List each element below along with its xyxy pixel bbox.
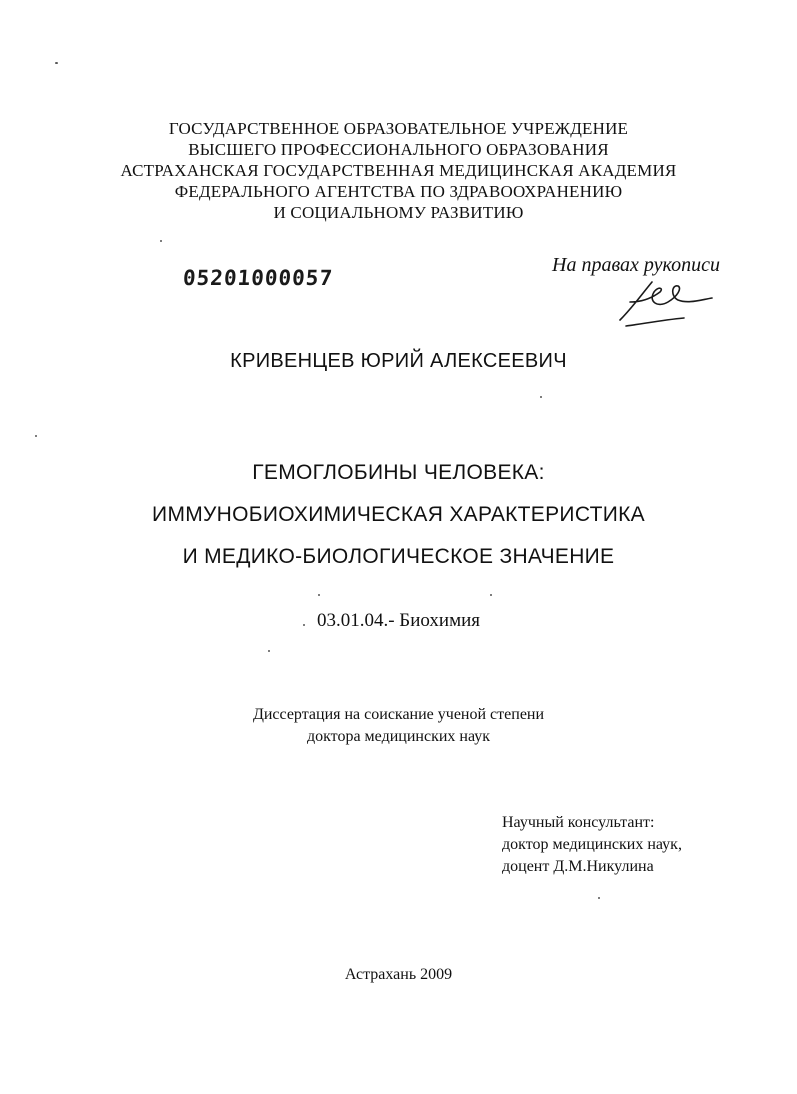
- institution-line-2: ВЫСШЕГО ПРОФЕССИОНАЛЬНОГО ОБРАЗОВАНИЯ: [188, 140, 609, 159]
- consultant-line-3: доцент Д.М.Никулина: [502, 858, 654, 875]
- title-line-1: ГЕМОГЛОБИНЫ ЧЕЛОВЕКА:: [252, 461, 545, 484]
- dissertation-title: [0, 452, 797, 578]
- scan-speck: [268, 650, 270, 652]
- scan-speck: [55, 62, 58, 64]
- scan-speck: [540, 396, 542, 398]
- title-line-2: ИММУНОБИОХИМИЧЕСКАЯ ХАРАКТЕРИСТИКА: [152, 503, 645, 526]
- institution-line-5: И СОЦИАЛЬНОМУ РАЗВИТИЮ: [273, 203, 524, 222]
- city-year: Астрахань 2009: [344, 966, 453, 983]
- institution-line-3: АСТРАХАНСКАЯ ГОСУДАРСТВЕННАЯ МЕДИЦИНСКАЯ АКАДЕМИЯ: [120, 161, 677, 180]
- degree-line-2: доктора медицинских наук: [306, 728, 491, 745]
- consultant-line-2: доктор медицинских наук,: [502, 836, 682, 853]
- institution-line-4: ФЕДЕРАЛЬНОГО АГЕНТСТВА ПО ЗДРАВООХРАНЕНИЮ: [174, 182, 623, 201]
- scan-speck: [318, 594, 320, 596]
- handwritten-signature: [612, 272, 722, 332]
- specialty-code: 03.01.04.- Биохимия: [316, 610, 481, 631]
- institution-header: [0, 118, 797, 223]
- scientific-consultant: [502, 812, 682, 878]
- scan-speck: [160, 240, 162, 242]
- scan-speck: [35, 435, 37, 437]
- degree-statement: [0, 704, 797, 748]
- consultant-line-1: Научный консультант:: [502, 814, 655, 831]
- title-line-3: И МЕДИКО-БИОЛОГИЧЕСКОЕ ЗНАЧЕНИЕ: [182, 545, 615, 568]
- scan-speck: [598, 897, 600, 899]
- scan-speck: [490, 594, 492, 596]
- library-stamp-number: 05201000057: [182, 266, 334, 290]
- author-name: КРИВЕНЦЕВ ЮРИЙ АЛЕКСЕЕВИЧ: [230, 350, 567, 372]
- scan-speck: [303, 624, 305, 626]
- institution-line-1: ГОСУДАРСТВЕННОЕ ОБРАЗОВАТЕЛЬНОЕ УЧРЕЖДЕНИЕ: [168, 119, 629, 138]
- manuscript-rights-note: На правах рукописи: [552, 254, 720, 276]
- degree-line-1: Диссертация на соискание ученой степени: [252, 706, 545, 723]
